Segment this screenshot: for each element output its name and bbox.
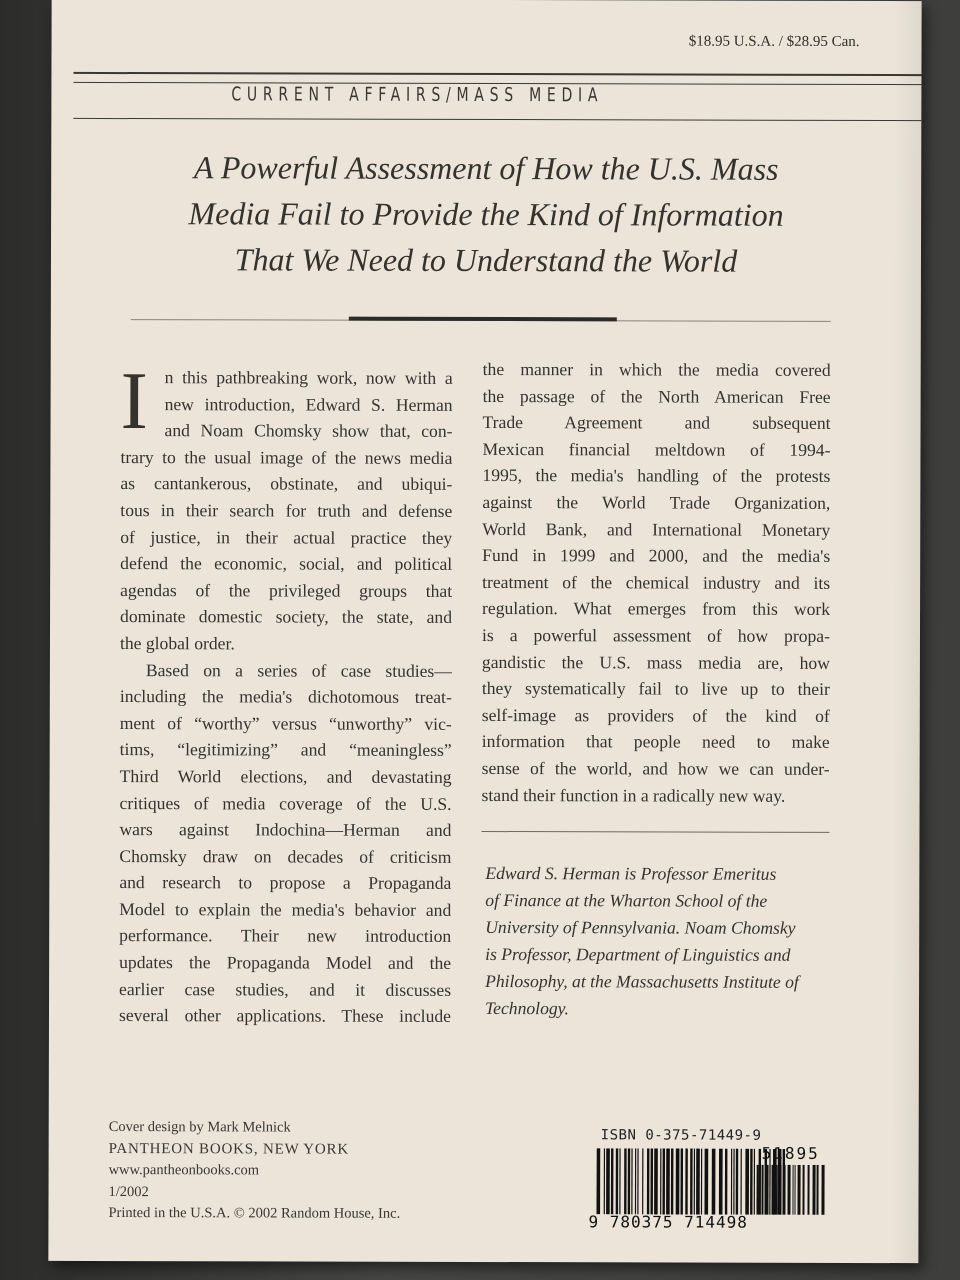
body-line: wars against Indochina—Herman and: [119, 819, 452, 841]
author-bio: [485, 860, 831, 1023]
body-line: 1995, the media's handling of the protests: [482, 465, 831, 487]
body-line: the manner in which the media covered: [482, 358, 831, 380]
body-line: the global order.: [119, 632, 235, 654]
body-line: against the World Trade Organization,: [482, 491, 831, 513]
body-line: agendas of the privileged groups that: [120, 579, 453, 601]
description-right-column: [482, 356, 831, 809]
body-line: sense of the world, and how we can under-: [481, 757, 830, 779]
body-line: and research to propose a Propaganda: [119, 872, 452, 894]
drop-cap-block: [120, 355, 453, 447]
body-line: several other applications. These include: [118, 1005, 452, 1027]
body-line: performance. Their new introduction: [119, 925, 452, 947]
body-line: updates the Propaganda Model and the: [119, 952, 452, 973]
bio-line: of Finance at the Wharton School of the: [485, 890, 768, 911]
body-line: and Noam Chomsky show that, con-: [164, 420, 453, 442]
body-line: new introduction, Edward S. Herman: [164, 393, 453, 415]
publisher-name: PANTHEON BOOKS, NEW YORK: [108, 1140, 349, 1158]
price-label: $18.95 U.S.A. / $28.95 Can.: [688, 33, 860, 50]
publisher-credits: [108, 1117, 400, 1226]
body-line: Fund in 1999 and 2000, and the media's: [482, 545, 831, 567]
headline: [91, 144, 881, 284]
body-line: is a powerful assessment of how propa-: [481, 624, 831, 646]
body-line: defend the economic, social, and political: [120, 553, 453, 575]
bio-line: is Professor, Department of Linguistics and: [485, 944, 791, 965]
body-line: Trade Agreement and subsequent: [482, 412, 831, 434]
body-line: as cantankerous, obstinate, and ubiqui-: [120, 473, 453, 495]
bio-line: Technology.: [484, 998, 569, 1019]
bio-line: Edward S. Herman is Professor Emeritus: [485, 863, 777, 884]
print-date-code: 1/2002: [108, 1183, 149, 1200]
category-label: CURRENT AFFAIRS/MASS MEDIA: [231, 83, 604, 107]
body-line: gandistic the U.S. mass media are, how: [481, 651, 830, 673]
price-addon-barcode-icon: [756, 1165, 828, 1215]
body-line: trary to the usual image of the news media: [120, 446, 453, 468]
bio-divider: [481, 831, 829, 833]
body-line: Model to explain the media's behavior and: [119, 898, 452, 920]
header-rule-bottom: [73, 118, 921, 121]
body-line: n this pathbreaking work, now with a: [164, 367, 453, 388]
body-line: Based on a series of case studies—: [145, 659, 452, 681]
body-line: information that people need to make: [481, 731, 830, 753]
body-line: including the media's dichotomous treat-: [119, 686, 452, 708]
isbn-label: ISBN 0-375-71449-9: [600, 1127, 762, 1144]
body-line: earlier case studies, and it discusses: [119, 978, 452, 1000]
body-line: tims, “legitimizing” and “meaningless”: [119, 739, 452, 761]
bio-line: University of Pennsylvania. Noam Chomsky: [485, 917, 796, 938]
cover-design-credit: Cover design by Mark Melnick: [108, 1119, 291, 1136]
headline-divider-thick: [349, 317, 617, 322]
isbn-digits: 9 780375 714498: [588, 1212, 748, 1232]
book-back-cover: [48, 0, 921, 1263]
body-line: the passage of the North American Free: [482, 385, 831, 407]
bio-line: Philosophy, at the Massachusetts Institute of: [485, 971, 799, 992]
headline-line: Media Fail to Provide the Kind of Information: [188, 195, 784, 233]
body-line: stand their function in a radically new way.: [481, 784, 786, 806]
body-line: Chomsky draw on decades of criticism: [119, 845, 452, 867]
printed-copyright: Printed in the U.S.A. © 2002 Random House, Inc.: [108, 1205, 401, 1223]
body-line: they systematically fail to live up to their: [481, 678, 830, 700]
publisher-website: www.pantheonbooks.com: [108, 1162, 260, 1179]
body-line: World Bank, and International Monetary: [482, 518, 831, 540]
description-left-column: [118, 355, 453, 1030]
body-line: Mexican financial meltdown of 1994-: [482, 438, 831, 460]
body-line: regulation. What emerges from this work: [482, 598, 831, 620]
body-line: Third World elections, and devastating: [119, 765, 452, 787]
body-line: treatment of the chemical industry and its: [482, 571, 831, 593]
body-line: self-image as providers of the kind of: [481, 704, 830, 726]
body-line: tous in their search for truth and defense: [120, 500, 453, 521]
headline-line: That We Need to Understand the World: [234, 241, 738, 279]
body-line: of justice, in their actual practice they: [120, 526, 453, 548]
price-code: 51895: [761, 1143, 820, 1163]
body-line: ment of “worthy” versus “unworthy” vic-: [119, 712, 452, 734]
body-line: dominate domestic society, the state, and: [120, 606, 453, 628]
headline-line: A Powerful Assessment of How the U.S. Mass: [193, 149, 779, 187]
header-rule-top: [73, 72, 921, 76]
drop-cap: I: [120, 355, 149, 447]
body-line: critiques of media coverage of the U.S.: [119, 792, 452, 814]
